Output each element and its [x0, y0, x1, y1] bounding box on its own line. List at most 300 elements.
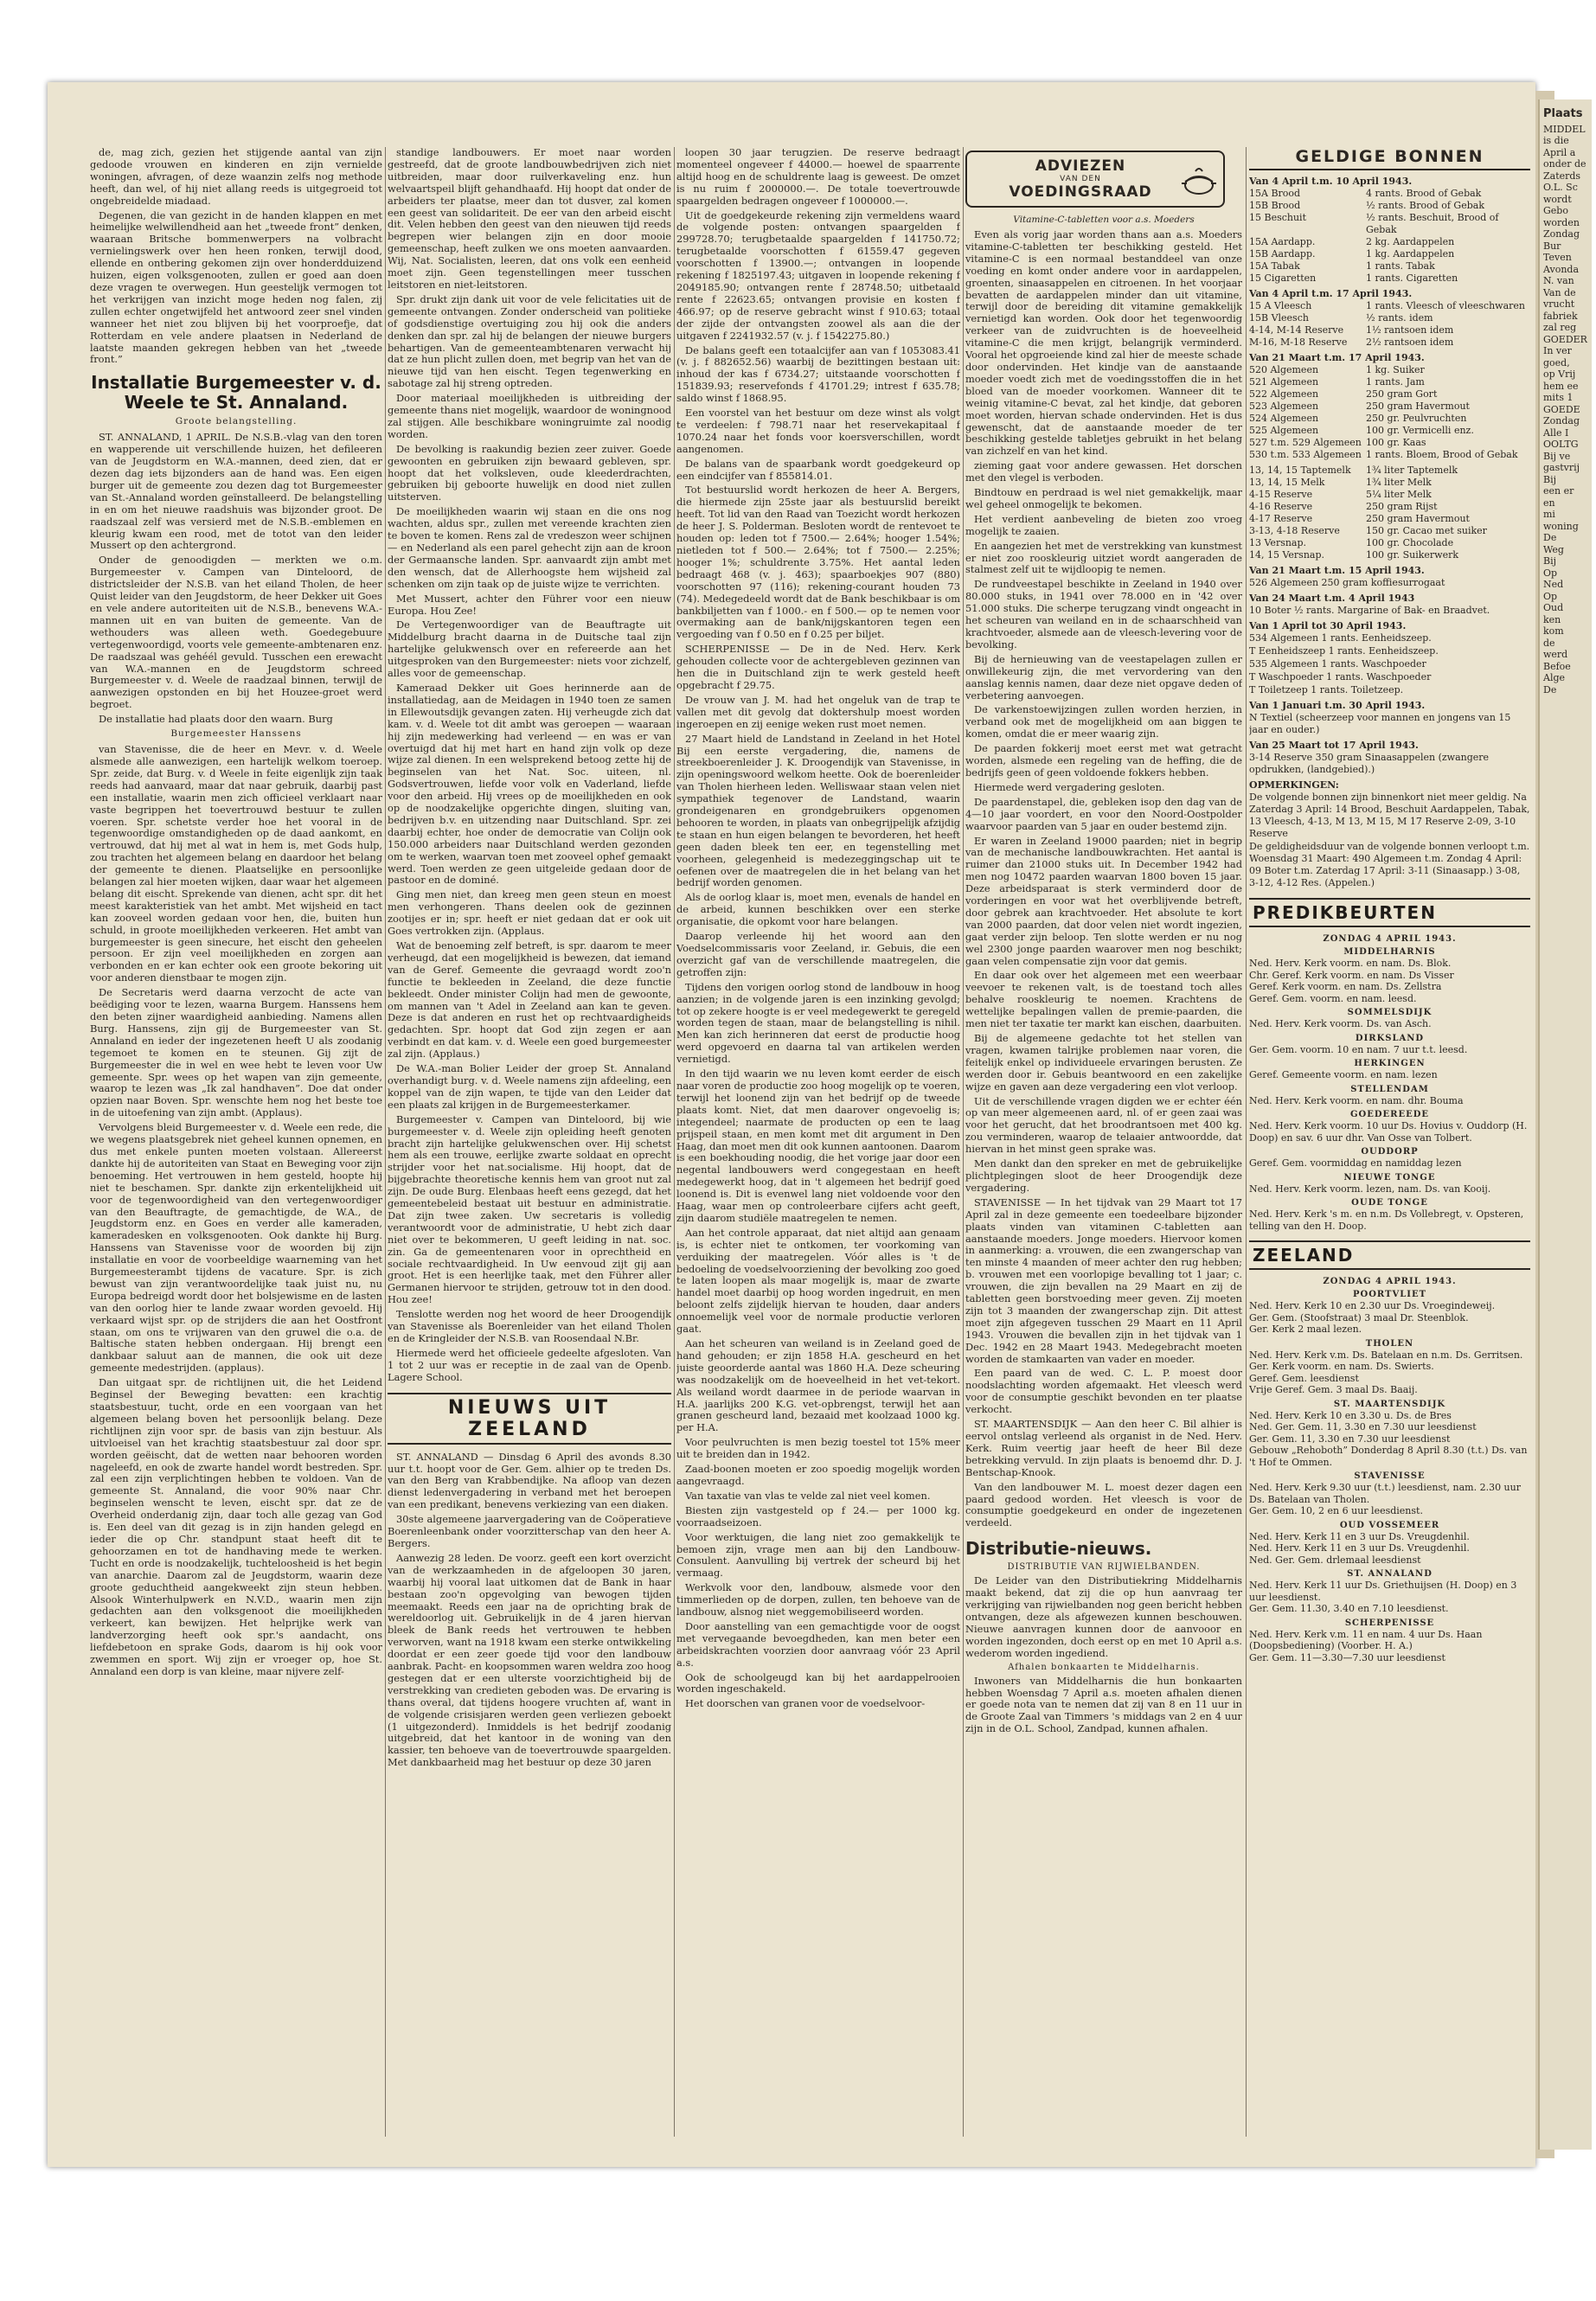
coupon-code: 4-16 Reserve: [1249, 501, 1313, 512]
service-item: Ned. Ger. Gem. 11, 3.30 en 7.30 uur leesdienst: [1249, 1421, 1477, 1433]
coupon-ration: ½ rants. idem: [1366, 312, 1433, 324]
coupon-note: De geldigheidsduur van de volgende bonnen verloopt t.m. Woensdag 31 Maart: 490 Algemeen t.m. Zondag 4 April: 09 Boter t.m. Zaterdag 17 April: 3-11 (Sinaasapp.) 3-08, 3-12, 4-12 Res. (Appelen.): [1249, 841, 1530, 888]
strip-line: Oud: [1543, 602, 1564, 613]
voedingsraad-logo: [965, 151, 1225, 208]
service-place: THOLEN: [1365, 1338, 1414, 1349]
coupon-note: T Toiletzeep 1 rants. Toiletzeep.: [1249, 684, 1404, 695]
article-paragraph: Uit de verschillende vragen digden we er echter één op van meer algemeenen aard, nl. of er geen zaai was voor het gerucht, dat het broodrantsoen met 400 kg. zou verminderen, waarop de telaaier antwoordde, dat hiervan in het minst geen sprake was.: [965, 1094, 1242, 1156]
service-item: Ned. Herv. Kerk 11 en 3 uur Ds. Vreugdenhil.: [1249, 1530, 1470, 1542]
article-paragraph: Hiermede werd vergadering gesloten.: [974, 780, 1165, 793]
article-paragraph: standige landbouwers. Er moet naar worden gestreefd, dat de groote landbouwbedrijven zich niet uitbreiden, maar door ruilverkaveling enz. hun welvaartspeil blijft gehandhaafd. Hij hoopt dat onder de arbeiders ter plaatse, meer dan tot dusver, zal komen een geest van solidariteit. De eer van den arbeid eischt dit. Velen hebben den geest van den nieuwen tijd reeds begrepen wier belangen zijn en door mooie gemeenschap, heeft zulken we ons moeten aanvaarden. Wij, Nat. Socialisten, leeren, dat ons volk een eenheid moet zijn. Geen tegenstellingen meer tusschen leitstoren en niet-leitstoren.: [388, 147, 671, 291]
strip-line: Op: [1543, 567, 1558, 579]
coupon-row: [1249, 537, 1530, 549]
strip-line: werd: [1543, 649, 1568, 660]
coupon-code: 15 A Vleesch: [1249, 300, 1312, 311]
coupon-row: [1249, 425, 1530, 437]
article-paragraph: Degenen, die van gezicht in de handen klappen en met heimelijke welwillendheid aan het „tweede front” denken, waaraan Britsche bommenwerpers na volbracht vernielingswerk over hen heen ronken, terwijl dood, ellende en ontbering gekomen zijn over honderdduizend huizen, eigen volksgenooten, zullen er goed aan doen deze vragen te overwegen. Hun geestelijk vermogen tot het verkrijgen van inzicht moge heden nog falen, zij zullen echter ongetwijfeld het antwoord zeer snel vinden wanneer het niet zou blijven bij het voorproefje, dat Rotterdam en vele andere plaatsen in Nederland de laatste maanden gekregen hebben van het „tweede front.”: [90, 208, 382, 366]
coupon-row: [1249, 248, 1530, 260]
service-place: OUD VOSSEMEER: [1339, 1520, 1440, 1530]
strip-line: kom: [1543, 625, 1564, 637]
coupon-note: N Textiel (scheerzeep voor mannen en jongens van 15 jaar en ouder.): [1249, 712, 1511, 735]
coupon-row: [1249, 376, 1530, 388]
strip-line: Alle I: [1543, 426, 1569, 439]
strip-line: Teven: [1543, 252, 1572, 263]
column-4: [965, 147, 1242, 2145]
service-item: Ned. Herv. Kerk voorm. Ds. van Asch.: [1249, 1018, 1432, 1029]
article-paragraph: Inwoners van Middelharnis die hun bonkaarten hebben Woensdag 7 April a.s. moeten afhalen dienen er goede nota van te nemen dat zij van 8 en 11 uur in de Groote Zaal van Timmers 's middags van 2 en 4 uur zijn in de O.L. School, Zandpad, kunnen afhalen.: [965, 1674, 1242, 1735]
article-paragraph: De Vertegenwoordiger van de Beauftragte uit Middelburg bracht daarna in de Duitsche taal zijn hartelijke gelukwensch over en refereerde aan het uitgesproken van den Burgemeester: niets voor zichzelf, alles voor de gemeenschap.: [388, 619, 671, 680]
service-place: STELLENDAM: [1350, 1084, 1429, 1094]
article-paragraph: De paarden fokkerij moet eerst met wat getracht worden, alsmede een regeling van de heffing, die de bedrijfs geen of geen voldoende fokkers hebben.: [965, 742, 1242, 779]
service-item: Geref. Gem. voorm. en nam. leesd.: [1249, 992, 1417, 1004]
strip-line: De: [1543, 683, 1557, 695]
coupon-code: 523 Algemeen: [1249, 401, 1319, 412]
coupon-ration: 1 rants. Tabak: [1366, 260, 1435, 272]
column-5: [1249, 147, 1530, 2145]
service-item: Ger. Gem. 11.30, 3.40 en 7.10 leesdienst.: [1249, 1603, 1449, 1614]
column-rule: [1246, 147, 1247, 2137]
coupon-code: 525 Algemeen: [1249, 425, 1319, 436]
strip-line: wordt: [1543, 193, 1572, 205]
article-paragraph: Tot bestuurslid wordt herkozen de heer A. Bergers, die hiermede zijn 25ste jaar als bestuurslid bereikt heeft. Tot lid van den Raad van Toezicht wordt herkozen de heer J. S. Polderman. Besloten wordt de rentevoet te houden op: leden tot f 7500.— 2.64%; hooger 1.54%; nietleden tot f 500.— 2.64%; tot f 7500.— 2.25%; hooger 1%; schuldrente 3.75%. Het aantal leden bedraagt 468 (v. j. 463); spaarboekjes 907 (880) voorschotten 97 (116); rekening-courant houden 73 (74). Medegedeeld wordt dat de Bank beschikbaar is om bankbiljetten van f 1000.- en f 500.— op te nemen voor overmaking aan de bank/nijgskantoren tegen een vergoeding van f 0.50 en f 0.25 per biljet.: [676, 484, 960, 641]
coupon-period: Van 21 Maart t.m. 15 April 1943.: [1249, 565, 1425, 576]
article-paragraph: Hiermede werd het officieele gedeelte afgesloten. Van 1 tot 2 uur was er receptie in de zaal van de Openb. Lagere School.: [388, 1346, 671, 1383]
article-paragraph: van Stavenisse, die de heer en Mevr. v. d. Weele alsmede alle aanwezigen, een hartelijk welkom toeroep. Spr. zeide, dat Burg. v. d Weele in feite eigenlijk zijn taak reeds had aanvaard, maar dat naar gebruik, daarbij past een installatie, waarin men zich officieel verklaart naar vaste begrippen het toevertrouwd bestuur te zullen voeren. Spr. schetste verder hoe het vooral in de tegenwoordige omstandigheden op de daad aankomt, en vertrouwd, dat hij met al wat in hem is, met Gods hulp, zou trachten het algemeen belang en daardoor het belang der gemeente te dienen. Plaatselijke en persoonlijke belangen zal hier moeten wijken, daar waar het algemeen belang dit eischt. Sprekende van dienen, acht spr. dit het meest karakteristiek van het ambt. Met wijsheid en tact kan zooveel worden gedaan voor hen, die, buiten hun schuld, in groote moeilijkheden verkeeren. Het ambt van burgemeester is geen sinecure, het eischt den geheelen persoon. Er zijn veel moeilijkheden en zorgen aan verbonden en er kan echter ook een groote bekoring uit voor anderen dienstbaar te mogen zijn.: [90, 743, 382, 984]
article-paragraph: Tijdens den vorigen oorlog stond de landbouw in hoog aanzien; in de volgende jaren is een inzinking gevolgd; tot op zekere hoogte is er veel medegewerkt te geregeld worden tegen de staan, maar de belangstelling is nihil. Men kan zich herinneren dat eerst de productie hoog werd opgevoerd en daarna tal van artikelen werden vernietigd.: [676, 980, 960, 1066]
coupon-code: 522 Algemeen: [1249, 388, 1319, 400]
service-item: Ger. Gem. 10, 2 en 6 uur leesdienst.: [1249, 1505, 1423, 1516]
coupon-code: 14, 15 Versnap.: [1249, 549, 1325, 561]
service-place: POORTVLIET: [1352, 1290, 1427, 1299]
article-paragraph: Uit de goedgekeurde rekening zijn vermeldens waard de volgende posten: ontvangen spaargelden f 299728.70; terugbetaalde spaargelden f 141750.72; terugbetaalde voorschotten f 61559.47 gegeven voorschotten f 13900.—; ontvangen in loopende rekening f 1825197.43; uitgaven in loopende rekening f 2049185.90; ontvangen rente f 28748.50; uitbetaald rente f 22623.65; ontvangen provisie en kosten f 466.97; op de reserve gebracht winst f 910.63; totaal der zijde der ontvangsten zoowel als aan die der uitgaven f 2241932.57 (v. j. f 1542275.80.): [676, 208, 960, 342]
article-subhead: Burgemeester Hanssens: [170, 728, 302, 740]
coupon-notes: [1249, 632, 1530, 696]
service-place: SCHERPENISSE: [1344, 1618, 1435, 1628]
coupon-code: 15A Aardapp.: [1249, 236, 1316, 247]
article-paragraph: De Secretaris werd daarna verzocht de acte van beëdiging voor te lezen, waarna Burgem. Hanssens hem den beten zijner waardigheid aanbieding. Namens allen Burg. Hanssens, zijn gij de Burgemeester van St. Annaland en ieder der ingezetenen heeft U als zoodanig tegemoet te komen en te steunen. Gij zijt de Burgemeester die in wel en wee hebt te leven voor Uw gemeente. Spr. wees op het wapen van zijn gemeente, waarop te lezen was „Ik zal handhaven”. Doe dat onder opzien naar Boven. Spr. wenschte hem nog het beste toe in de uitoefening van zijn ambt. (Applaus).: [90, 986, 382, 1119]
strip-line: Bur: [1543, 240, 1561, 252]
strip-line: O.L. Sc: [1543, 182, 1578, 193]
strip-line: op Vrij: [1543, 369, 1576, 380]
coupon-row: [1249, 364, 1530, 376]
service-item: Ger. Gem. (Stoofstraat) 3 maal Dr. Steenblok.: [1249, 1311, 1469, 1324]
article-title: Vitamine-C-tabletten voor a.s. Moeders: [1013, 215, 1195, 225]
article-paragraph: Voor werktuigen, die lang niet zoo gemakkelijk te bemoen zijn, vrage men aan bij den Landbouw-Consulent. Aanvulling bij vertrek der scheurd bij het vermaag.: [676, 1530, 960, 1580]
article-paragraph: Burgemeester v. Campen van Dinteloord, bij wie burgemeester v. d. Weele zijn opleiding heeft genoten bracht zijn hartelijke gelukwenschen over. Hij schetst hem als een trouwe, eerlijke zwarte soldaat en oprecht strijder voor het nat.socialisme. Hij hoopt, dat de bijgebrachte theoretische kennis hem van groot nut zal zijn. De oude Burg. Elenbaas heeft eens gezegd, dat het gemeentebeleid bestaat uit bestuur en administratie. Dat zijn twee zaken. Uw secretaris is volledig verantwoordt voor de administratie, U hebt zich daar niet over te bekommeren, U geeft leiding in nat. soc. zin. Ga de gemeentenaren voor in oprechtheid en sociale rechtvaardigheid. In Uw eenvoud zijt gij aan groot. Het is een heerlijke taak, met den Führer aller Germanen hiervoor te strijden, getrouw tot in den dood. Hou zee!: [388, 1112, 671, 1306]
strip-line: Weg: [1543, 543, 1564, 555]
strip-line: mi: [1543, 509, 1555, 520]
service-item: Geref. Gemeente voorm. en nam. lezen: [1249, 1069, 1438, 1080]
strip-line: vrucht: [1543, 298, 1575, 310]
strip-heading: Plaats: [1543, 107, 1583, 120]
article-paragraph: En aangezien het met de verstrekking van kunstmest er niet zoo rooskleurig uitziet wordt aangeraden de stalmest zelf uit te wijdloopig te nemen.: [965, 539, 1242, 576]
strip-line: April a: [1543, 146, 1576, 158]
strip-line: zal reg: [1543, 322, 1577, 333]
coupon-code: 15 Beschuit: [1249, 212, 1306, 223]
article-paragraph: Voor peulvruchten is men bezig toestel tot 15% meer uit te breiden dan in 1942.: [676, 1436, 960, 1461]
article-subhead: DISTRIBUTIE VAN RIJWIELBANDEN.: [1007, 1562, 1201, 1573]
article-paragraph: En daar ook over het algemeen met een weerbaar veevoer te rekenen valt, is de toestand toch alles behalve rooskleurig te noemen. Krachtens de wettelijke bepalingen vallen de premie-paarden, die men niet ter taxatie ter markt kan eischen, daarbuiten.: [965, 969, 1242, 1030]
article-paragraph: De moeilijkheden waarin wij staan en die ons nog wachten, aldus spr., zullen met vereende krachten zien te boven te komen. Rens zal de vredeszon weer schijnen — en Nederland als een parel gehecht zijn aan de kroon der Germaansche landen. Spr. aanvaardt zijn ambt met den wensch, dat de Allerhoogste hem wijsheid zal schenken om zijn taak op de juiste wijze te verrichten.: [388, 505, 671, 590]
service-item: Ger. Gem. voorm. 10 en nam. 7 uur t.t. leesd.: [1249, 1043, 1468, 1055]
strip-line: Ned: [1543, 579, 1564, 590]
coupon-code: 524 Algemeen: [1249, 413, 1319, 424]
service-place: OUDDORP: [1361, 1147, 1419, 1157]
coupon-ration: 250 gr. Peulvruchten: [1366, 413, 1467, 424]
coupon-code: 521 Algemeen: [1249, 376, 1319, 388]
article-paragraph: Met Mussert, achter den Führer voor een nieuw Europa. Hou Zee!: [388, 592, 671, 617]
service-place: STAVENISSE: [1354, 1471, 1426, 1481]
coupon-row: [1249, 388, 1530, 401]
article-paragraph: Het verdient aanbeveling de bieten zoo vroeg mogelijk te zaaien.: [965, 512, 1242, 537]
coupon-row: [1249, 501, 1530, 513]
service-item: Geref. Kerk voorm. en nam. Ds. Zellstra: [1249, 981, 1442, 992]
coupon-code: 4-15 Reserve: [1249, 489, 1313, 500]
coupon-note: T Eenheidszeep 1 rants. Eenheidszeep.: [1249, 645, 1439, 657]
coupon-row: [1249, 236, 1530, 248]
strip-line: Op: [1543, 590, 1558, 602]
service-place: HERKINGEN: [1354, 1059, 1426, 1068]
coupon-period: Van 1 Januari t.m. 30 April 1943.: [1249, 700, 1426, 711]
service-item: Ned. Herv. Kerk v.m. Ds. Batelaan en n.m. Ds. Gerritsen.: [1249, 1349, 1523, 1361]
coupon-table: [1249, 465, 1530, 561]
coupon-table: [1249, 300, 1530, 349]
service-item: Ned. Herv. Kerk 's m. en n.m. Ds Vollebregt, v. Opsteren, telling van den H. Doop.: [1249, 1208, 1524, 1232]
service-item: Ger. Gem. 11—3.30—7.30 uur leesdienst: [1249, 1651, 1445, 1663]
service-item: Ned. Herv. Kerk 11 en 3 uur Ds. Vreugdenhil.: [1249, 1542, 1470, 1554]
coupon-ration: 250 gram Havermout: [1366, 513, 1470, 524]
article-paragraph: Van den landbouwer M. L. moest dezer dagen een paard gedood worden. Het vleesch is voor de consumptie goedgekeurd en onder de ingezetenen verdeeld.: [965, 1480, 1242, 1529]
service-item: Chr. Geref. Kerk voorm. en nam. Ds Visser: [1249, 969, 1454, 981]
article-paragraph: Dan uitgaat spr. de richtlijnen uit, die het Leidend Beginsel der Beweging bevatten: een krachtig staatsbestuur, tucht, orde en een voorgaan van het algemeen belang boven het persoonlijk belang. Deze richtlijnen zijn voor spr. de basis van zijn bestuur. Als uitvloeisel van het krachtig staatsbestuur zal door spr. worden geëischt, dat de wetten naar behooren worden nageleefd, en ook de zwarte handel wordt bestreden. Spr. zal een zijn verplichtingen hebben te voldoen. Van de gemeente St. Annaland, die voor 90% naar Chr. beginselen wenscht te leven, eischt spr. dat ze de Overheid onderdanig zijn, daar toch alle gezag van God is. Een deel van dit gezag is in zijn handen gelegd en ieder die op Chr. standpunt staat heeft dit te gehoorzamen en tot de handhaving mede te werken. Tucht en orde is noodzakelijk, tuchteloosheid is het begin van anarchie. Daarom zal de Jeugdstorm, waarin deze groote geduchtheid aangekweekt zijn steun hebben. Alsook Winterhulpwerk en N.V.D., waarin men zijn gedachten aan den volksgenoot die moeilijkheden verkeert, kan bewijzen. Het helprijke werk van landverzorging heeft ook spr.'s aandacht, ons liefdebetoon en sprake Gods, daarom is hij ook voor zwemmen en sport. Wij zijn er vroeger op, hoe St. Annaland een dorp is van kleine, maar nijvere zelf-: [90, 1376, 382, 1677]
coupon-ration: 150 gr. Cacao met suiker: [1366, 525, 1487, 536]
coupon-note: T Waschpoeder 1 rants. Waschpoeder: [1249, 671, 1432, 683]
article-paragraph: Men dankt dan den spreker en met de gebruikelijke plichtplegingen sloot de heer Droogendijk deze vergadering.: [965, 1157, 1242, 1194]
coupon-row: [1249, 260, 1530, 272]
article-paragraph: De installatie had plaats door den waarn. Burg: [99, 713, 333, 726]
coupon-row: [1249, 212, 1530, 236]
coupon-note: 534 Algemeen 1 rants. Eenheidszeep.: [1249, 632, 1432, 644]
section-heading-geldige-bonnen: GELDIGE BONNEN: [1249, 147, 1530, 170]
article-paragraph: In den tijd waarin we nu leven komt eerder de eisch naar voren de productie zoo hoog mogelijk op te voeren, terwijl het loonend zijn van het bedrijf op de tweede plaats komt. Niet, dat men daarover ongevoelig is; integendeel; naarmate de producten op een te laag prijspeil staan, en men komt met dit argument in Den Haag, dan moet men dit ook kunnen aantoonen. Daarom is een boekhouding noodig, die het vorige jaar door een negental landbouwers werd congegestaan en heeft medegewerkt hoog, dat in 't algemeen het bedrijf goed loonend is. Dit is evenwel lang niet voldoende voor den Haag, waar men op controleerbare cijfers acht geeft, zijn daarom studiële maatregelen te nemen.: [676, 1067, 960, 1224]
article-paragraph: Aan het scheuren van weiland is in Zeeland goed de hand gehouden; er zijn 1858 H.A. gescheurd en het juiste geoorderde aantal was 1860 H.A. Deze scheuring was noodzakelijk om de hoeveelheid in het vet-tekort. Als weiland wordt daarmee in de periode waarvan in H.A. jaarlijks 200 K.G. vet-opbrengst, terwijl het aan granen gescheurd land, bezaaid met koolzaad 1000 kg. per H.A.: [676, 1337, 960, 1434]
strip-line: Bij: [1543, 555, 1557, 567]
article-paragraph: 27 Maart hield de Landstand in Zeeland in het Hotel Bij een eerste vergadering, die, namens de streekboerenleider J. K. Droogendijk van Stavenisse, in zijn openingswoord welkom heette. Ook de boerenleider van Tholen hierheen leden. Welliswaar staan velen niet sympathiek tegenover de Landstand, waarin grondeigenaren en grondgebruikers opgenomen behooren te worden, in plaats van onbegrijpelijk afzijdig te staan en hun eigen belangen te bevorderen, het heeft geen daden bleek ten eer, en tegenstelling met voorheen, gelegenheid is medezeggingschap uit te oefenen over de maatregelen die in het belang van het bedrijf worden genomen.: [676, 732, 960, 889]
service-place: GOEDEREEDE: [1349, 1110, 1429, 1119]
service-place: SOMMELSDIJK: [1347, 1008, 1433, 1017]
coupon-code: 520 Algemeen: [1249, 364, 1319, 375]
article-paragraph: De vrouw van J. M. had het ongeluk van de trap te vallen met dit gevolg dat doktershulp moest worden ingeroepen en zij eenige weken rust moet nemen.: [676, 693, 960, 730]
article-paragraph: Door aanstelling van een gemachtigde voor de oogst met vervegaande bevoegdheden, kan men beter een arbeidskrachten voorzien door aanvraag vóór 23 April a.s.: [676, 1619, 960, 1669]
article-paragraph: Onder de genoodigden — merkten we o.m. Burgemeester v. Campen van Dinteloord, de districtsleider der N.S.B. van het eiland Tholen, de heer Quist leider van den Jeugdstorm, de heer Dekker uit Goes en vele andere autoriteiten uit de N.S.B., benevens W.A.-mannen uit en van buiten de gemeente. Van de wethouders was alleen weth. Goedegebuure vertegenwoordigd, voorts vele gemeente-ambtenaren enz. De raadszaal was gehéél gevuld. Tusschen een erewacht van W.A.-mannen en de Jeugdstorm schreed Burgemeester v. d. Weele de raadzaal binnen, terwijl de aanwezigen opstonden en bij het Houzee-groet werd begroet.: [90, 554, 382, 711]
article-headline: Installatie Burgemeester v. d. Weele te St. Annaland.: [91, 372, 381, 413]
coupon-ration: 1¾ liter Taptemelk: [1366, 465, 1458, 476]
service-item: Ger. Gem. 11, 3.30 en 7.30 uur leesdienst: [1249, 1433, 1451, 1445]
strip-line: MIDDEL: [1543, 123, 1586, 135]
coupon-row: [1249, 324, 1530, 336]
strip-line: woning: [1543, 520, 1579, 532]
coupon-table: [1249, 364, 1530, 461]
article-paragraph: zieming gaat voor andere gewassen. Het dorschen met den vlegel is verboden.: [965, 459, 1242, 484]
article-paragraph: Kameraad Dekker uit Goes herinnerde aan de installatiedag, aan de Meidagen in 1940 toen ze samen in Ellewoutsdijk gevangen zaten. Hij verheugde zich dat kam. v. d. Weele tot dit ambt was geroepen — waaraan hij zijn medewerking had verleend — en was er van overtuigd dat hij met hart en hand zijn volk op deze wijze zal dienen. In een welsprekend betoog zette hij de beginselen van het Nat. Soc. uiteen, nl. Godsvertrouwen, liefde voor volk en Vaderland, liefde voor den arbeid. Hij vrees op de moeilijkheden en ook op de noodzakelijke opgerichte dingen, sluiting van, bedrijven b.v. en uitzending naar Duitschland. Spr. zei daarbij echter, hoe onder de democratie van Colijn ook 150.000 arbeiders naar Duitschland werden gezonden om te werken, waarvan toen met zooveel ophef gemaakt werd. Toen werden ze geen uitgeleide gedaan door de pastoor en de dominé.: [388, 681, 671, 887]
article-paragraph: Wat de benoeming zelf betreft, is spr. daarom te meer verheugd, dat een mogelijkheid is bewezen, dat iemand van de Geref. Gemeente die gevraagd wordt zoo'n functie te bekleeden in Zeeland, die deze functie bekleedt. Onder minister Colijn had men de gewoonte, om mannen van 't Adel in Zeeland aan kan te geven. Deze is dat anderen en rust het op rechtvaardigheids gedachten. Spr. hoopt dat God zijn zegen er aan verbindt en dat kam. v. d. Weele een goed burgemeester zal zijn. (Applaus.): [388, 939, 671, 1061]
strip-line: Zondag: [1543, 228, 1580, 240]
coupon-note: 535 Algemeen 1 rants. Waschpoeder: [1249, 658, 1426, 670]
section-heading-distributie: Distributie-nieuws.: [965, 1538, 1152, 1560]
article-paragraph: Spr. drukt zijn dank uit voor de vele felicitaties uit de gemeente ontvangen. Zonder onderscheid van politieke of godsdienstige overtuiging zou hij ook die anders denken dan spr. zal hij de belangen der nieuwe burgers behartigen. Van de gemeenteambtenaren verwacht hij dat ze hun plicht zullen doen, met begrip van het van de nieuwe tijd van hen eischt. Tegen tegenwerking en sabotage zal hij streng optreden.: [388, 292, 671, 390]
strip-line: OOLTG: [1543, 439, 1579, 450]
column-1: [90, 147, 382, 2145]
strip-line: GOEDE: [1543, 403, 1580, 415]
article-paragraph: Het doorschen van granen voor de voedselvoor-: [685, 1697, 926, 1710]
service-item: Vrije Geref. Gem. 3 maal Ds. Baaij.: [1249, 1384, 1418, 1395]
article-paragraph: Ook de schoolgeugd kan bij het aardappelrooien worden ingeschakeld.: [676, 1670, 960, 1695]
coupon-period: Van 21 Maart t.m. 17 April 1943.: [1249, 352, 1425, 363]
service-item: Ned. Herv. Kerk 11 uur Ds. Griethuijsen (H. Doop) en 3 uur leesdienst.: [1249, 1580, 1517, 1603]
service-item: Ned. Ger. Gem. drlemaal leesdienst: [1249, 1554, 1421, 1566]
cooking-pot-icon: [1180, 164, 1218, 199]
strip-line: Van de: [1543, 286, 1576, 298]
coupon-code: 530 t.m. 533 Algemeen: [1249, 449, 1362, 460]
article-paragraph: STAVENISSE — In het tijdvak van 29 Maart tot 17 April zal in deze gemeente een toedeelbare bijzonder plaats vinden van vitaminen C-tabletten aan aanstaande moeders. Jonge moeders. Hiervoor komen in aanmerking: a. vrouwen, die een zwangerschap van ten minste 4 maanden of meer achter den rug hebben; b. vrouwen met een voorlopige bevalling tot 1 jaar; c. vrouwen, die zijn bevallen na 29 Maart en zij de tabletten geen borstvoeding meer geven. Zij moeten zijn tot 3 maanden der zwangerschap zijn. Dit attest moet zijn afgegeven tusschen 29 Maart en 11 April 1943. Vrouwen die bevallen zijn in het tijdvak van 1 Dec. 1942 en 28 Maart 1943. Medegebracht moeten worden de stamkaarten van vader en moeder.: [965, 1195, 1242, 1365]
coupon-remarks-heading: OPMERKINGEN:: [1249, 779, 1339, 791]
section-heading-zeeland: ZEELAND: [1249, 1240, 1530, 1270]
strip-line: gastvrij: [1543, 462, 1580, 473]
coupon-row: [1249, 449, 1530, 461]
article-paragraph: 30ste algemeene jaarvergadering van de Coöperatieve Boerenleenbank onder voorzitterschap van den heer A. Bergers.: [388, 1513, 671, 1549]
coupon-code: 15B Vleesch: [1249, 312, 1309, 324]
strip-line: De: [1543, 532, 1557, 543]
column-rule: [963, 147, 964, 2137]
section-heading-predikbeurten: PREDIKBEURTEN: [1249, 898, 1530, 927]
service-item: Ned. Herv. Kerk 9.30 uur (t.t.) leesdienst, nam. 2.30 uur Ds. Batelaan van Tholen.: [1249, 1482, 1521, 1505]
coupon-table: [1249, 188, 1530, 285]
article-paragraph: De paardenstapel, die, gebleken isop den dag van de 4—10 jaar voordert, en voor den Noord-Oostpolder waarvoor paarden van 5 jaar en ouder bestemd zijn.: [965, 795, 1242, 832]
article-paragraph: De balans geeft een totaalcijfer aan van f 1053083.41 (v. j. f 882652.56) waarbij de bezittingen bestaan uit: inhoud der kas f 6734.27; uitstaande voorschotten f 151839.93; reservefonds f 41701.29; intrest f 635.78; saldo winst f 1868.95.: [676, 343, 960, 405]
column-rule: [674, 147, 675, 2137]
coupon-row: [1249, 413, 1530, 425]
coupon-row: [1249, 300, 1530, 312]
strip-line: GOEDER: [1543, 333, 1587, 345]
strip-line: Bij: [1543, 473, 1557, 485]
article-paragraph: De W.A.-man Bolier Leider der groep St. Annaland overhandigt burg. v. d. Weele namens zijn afdeeling, een koppel van de zijn wapen, te tijde van den Leider dat een plaats zal krijgen in de Burgemeesterkamer.: [388, 1062, 671, 1111]
article-paragraph: Aanwezig 28 leden. De voorz. geeft een kort overzicht van de werkzaamheden in de afgeloopen 30 jaren, waarbij hij vooral laat uitkomen dat de Bank in haar bestaan zoo'n opgevolging van bewogen tijden meemaakt. Reeds een jaar na de oprichting brak de wereldoorlog uit. Gebruikelijk in de 4 jaren hiervan bleek de Bank reeds het vertrouwen te hebben verworven, want na 1918 kwam een sterke ontwikkeling doordat er een zeer goede tijd voor den landbouw aanbrak. Pacht- en koopsommen waren weldra zoo hoog gestegen dat er een ulterste voorzichtigheid bij de verstrekking van credieten geboden was. De ervaring is thans overal, dat tijdens hoogere vruchten af, want in de volgende crisisjaren werden geen verliezen geboekt (1 uitgezonderd). Inmiddels is het bedrijf zoodanig uitgebreid, dat het kantoor in de woning van den kassier, ten behoeve van de toevertrouwde spaargelden. Met dankbaarheid mag het bestuur op deze 30 jaren: [388, 1551, 671, 1769]
coupon-row: [1249, 437, 1530, 449]
article-paragraph: ST. MAARTENSDIJK — Aan den heer C. Bil alhier is eervol ontslag verleend als organist in de Ned. Herv. Kerk. Ruim veertig jaar heeft de heer Bil deze betrekking vervuld. In zijn plaats is benoemd dhr. D. J. Bentschap-Knook.: [965, 1418, 1242, 1478]
coupon-ration: 100 gr. Suikerwerk: [1366, 549, 1458, 561]
article-paragraph: Bij de hernieuwing van de veestapelagen zullen er onwillekeurig zijn, die met vervordering van den aanslag kennis namen, daar deze niet opgave deden of verbetering aanvoegen.: [965, 652, 1242, 702]
article-paragraph: Als de oorlog klaar is, moet men, evenals de handel en de arbeid, kunnen beschikken over een sterke organisatie, die opkomt voor hare belangen.: [676, 891, 960, 928]
article-paragraph: loopen 30 jaar terugzien. De reserve bedraagt momenteel ongeveer f 44000.— hoewel de spaarrente altijd hoog en de schuldrente laag is geweest. De omzet is nu ruim f 2000000.—. De totale toevertrouwde spaargelden bedragen ongeveer f 1000000.—.: [676, 147, 960, 207]
coupon-ration: 1½ rantsoen idem: [1366, 324, 1454, 336]
service-item: Ned. Herv. Kerk 10 en 2.30 uur Ds. Vroegindeweij.: [1249, 1300, 1496, 1311]
church-services-list: [1249, 947, 1530, 1232]
service-item: Gebouw „Rehoboth” Donderdag 8 April 8.30 (t.t.) Ds. van 't Hof te Ommen.: [1249, 1445, 1528, 1468]
strip-line: worden: [1543, 216, 1580, 228]
article-paragraph: ST. ANNALAND — Dinsdag 6 April des avonds 8.30 uur t.t. hoopt voor de Ger. Gem. alhier op te treden Ds. van den Berg van Krabbendijke. Na afloop van dezen dienst ledenvergadering in verband met het beroepen van een predikant, benevens verkiezing van een diaken.: [388, 1450, 671, 1511]
coupon-ration: 100 gr. Vermicelli enz.: [1366, 425, 1474, 436]
article-paragraph: ST. ANNALAND, 1 APRIL. De N.S.B.-vlag van den toren en wapperende uit verschillende huizen, het defileeren van de Jeugdstorm en W.A.-mannen, deed zien, dat er dezen dag iets bijzonders aan de hand was. Een eigen burger uit de gemeente zou dezen dag tot Burgemeester van St.-Annaland worden geïnstalleerd. De belangstelling in en om het nieuwe raadshuis was bijzonder groot. De raadszaal zelf was versierd met de N.S.B.-emblemen en kleurig kwam een rood, met de totot van den leider Mussert op den achtergrond.: [90, 431, 382, 552]
coupon-period: Van 4 April t.m. 10 April 1943.: [1249, 176, 1413, 187]
coupon-period: Van 4 April t.m. 17 April 1943.: [1249, 288, 1413, 299]
service-date: ZONDAG 4 APRIL 1943.: [1323, 934, 1457, 944]
coupon-ration: 2½ rantsoen idem: [1366, 336, 1454, 348]
strip-line: Bij ve: [1543, 450, 1571, 462]
article-paragraph: Ging men niet, dan kreeg men geen steun en moest men verhongeren. Thans deelen ook de gezinnen zootijes er in; spr. heeft er niet gedaan dat er ook uit Goes vertrokken zijn. (Applaus.: [388, 888, 671, 938]
coupon-ration: 250 gram Havermout: [1366, 401, 1470, 412]
coupon-ration: ½ rants. Beschuit, Brood of Gebak: [1366, 212, 1499, 235]
service-item: Geref. Gem. voormiddag en namiddag lezen: [1249, 1157, 1462, 1169]
coupon-ration: 250 gram Rijst: [1366, 501, 1438, 512]
coupon-code: 13, 14, 15 Taptemelk: [1249, 465, 1351, 476]
service-item: Ned. Herv. Kerk voorm. en nam. dhr. Bouma: [1249, 1094, 1464, 1106]
article-subhead: Afhalen bonkaarten te Middelharnis.: [1008, 1662, 1200, 1672]
coupon-code: 13, 14, 15 Melk: [1249, 477, 1325, 488]
strip-text: [1543, 124, 1588, 696]
strip-line: de: [1543, 637, 1555, 649]
coupon-note: 526 Algemeen 250 gram koffiesurrogaat: [1249, 577, 1445, 588]
strip-line: goed,: [1543, 356, 1570, 369]
logo-text: VOEDINGSRAAD: [1009, 183, 1152, 201]
service-place: MIDDELHARNIS: [1343, 947, 1436, 957]
coupon-row: [1249, 312, 1530, 324]
coupon-ration: 2 kg. Aardappelen: [1366, 236, 1455, 247]
service-item: Ned. Herv. Kerk voorm. lezen, nam. Ds. van Kooij.: [1249, 1183, 1491, 1195]
coupon-code: 527 t.m. 529 Algemeen: [1249, 437, 1362, 448]
strip-line: een er: [1543, 485, 1574, 497]
logo-text: VAN DEN: [1060, 175, 1101, 183]
logo-text: ADVIEZEN: [1035, 157, 1126, 175]
strip-line: hem ee: [1543, 380, 1579, 392]
strip-line: Befoe: [1543, 660, 1571, 672]
article-paragraph: De bevolking is raakundig bezien zeer zuiver. Goede gewoonten en gebruiken zijn bewaard gebleven, spr. hoopt dat het volksleven, oude kleederdrachten, gebruiken bij geboorte huwelijk en dood niet zullen uitsterven.: [388, 442, 671, 503]
coupon-code: M-16, M-18 Reserve: [1249, 336, 1348, 348]
article-paragraph: De balans van de spaarbank wordt goedgekeurd op een eindcijfer van f 855814.01.: [676, 457, 960, 482]
coupon-ration: 100 gr. Kaas: [1366, 437, 1426, 448]
coupon-row: [1249, 465, 1530, 477]
coupon-ration: 1 rants. Cigaretten: [1366, 272, 1458, 284]
article-paragraph: Vervolgens bleid Burgemeester v. d. Weele een rede, die we wegens plaatsgebrek niet geheel kunnen opnemen, en dus met enkele punten moeten volstaan. Allereerst dankte hij de autoriteiten van Staat en Beweging voor zijn benoeming. Het vertrouwen in hem gesteld, hoopte hij niet te beschamen. Spr. dankte zijn erkentelijkheid uit voor de tegenwoordigheid van den vertegenwoordiger van den Beauftragte, de gemachtigde, de W.A., de Jeugdstorm enz. en Goes en verder alle kameraden, kameradesken en volksgenooten. Ook dankte hij Burg. Hanssens van Stavenisse voor de woorden bij zijn installatie en voor de voorbeeldige waarneming van het Burgemeesterambt tijdens de vacature. Spr. is zich bewust van zijn verantwoordelijke taak juist nu, nu Europa bedreigd wordt door het bolsjewisme en de lasten van den oorlog hier te lande zwaar worden gevoeld. Hij verkaard wijst spr. op de strijders die aan het Oostfront staan, om ons te vrijwaren van den gruwel die o.a. de Baltische staten hebben ondergaan. Hij brengt een dankbaar saluut aan de mannen, die ook uit deze gemeente medestrijden. (applaus).: [90, 1121, 382, 1375]
column-rule: [385, 147, 386, 2137]
strip-line: Avonda: [1543, 263, 1580, 275]
coupon-row: [1249, 272, 1530, 285]
coupon-row: [1249, 513, 1530, 525]
coupon-code: 13 Versnap.: [1249, 537, 1307, 548]
article-paragraph: De varkenstoewijzingen zullen worden herzien, in verband ook met de mogelijkheid om aan biggen te komen, omdat die er meer waarig zijn.: [965, 703, 1242, 740]
service-place: ST. ANNALAND: [1347, 1569, 1433, 1579]
coupon-ration: 100 gr. Chocolade: [1366, 537, 1454, 548]
column-2: [388, 147, 671, 2145]
coupon-ration: 1 rants. Jam: [1366, 376, 1425, 388]
article-paragraph: Even als vorig jaar worden thans aan a.s. Moeders vitamine-C-tabletten ter beschikking gesteld. Het vitamine-C is een normaal bestanddeel van onze voeding en komt onder andere voor in aardappelen, groenten, sinaasappelen en citroenen. In het voorjaar bevatten de aardappelen minder dan uit vitamine, terwijl door de bereiding dit vitamine gemakkelijk vernietigd kan worden. Ook door het tegenwoordig verkeer van de zuidvruchten is de hoeveelheid vitamine-C die men krijgt, belangrijk verminderd. Vooral het opgroeiende kind zal hier de meeste schade door ondervinden. Het kindje van de aanstaande moeder voedt zich met de voedingsstoffen die in het bloed van de moeder voorkomen. Wanneer dit te weinig vitamine-C bevat, zal het kindje, dat geboren moet worden, hiervan schade ondervinden. Het is dus gewenscht, dat de aanstaande moeder de ter beschikking gestelde tabletjes gebruikt in het belang van zichzelf en van het kind.: [965, 228, 1242, 458]
next-page-strip: [1538, 99, 1592, 2150]
coupon-ration: 1 rants. Vleesch of vleeschwaren: [1366, 300, 1525, 311]
coupon-ration: 5¼ liter Melk: [1366, 489, 1432, 500]
coupon-code: 4-17 Reserve: [1249, 513, 1313, 524]
coupon-row: [1249, 188, 1530, 200]
coupon-row: [1249, 549, 1530, 561]
coupon-code: 15A Tabak: [1249, 260, 1300, 272]
service-item: Ned. Herv. Kerk voorm. en nam. Ds. Blok.: [1249, 958, 1452, 969]
coupon-row: [1249, 525, 1530, 537]
coupon-code: 4-14, M-14 Reserve: [1249, 324, 1344, 336]
coupon-note: 3-14 Reserve 350 gram Sinaasappelen (zwangere opdrukken, (landgebied).): [1249, 752, 1490, 775]
coupon-ration: ½ rants. Brood of Gebak: [1366, 200, 1484, 211]
strip-line: Zaterds: [1543, 170, 1581, 182]
strip-line: en: [1543, 497, 1555, 509]
article-paragraph: Bij de algemeene gedachte tot het stellen van vragen, kwamen talrijke problemen naar voren, die feitelijk enkel op individueele ervaringen berusten. Ze werden door ir. Gebuis beantwoord en een zakelijke wijze en gaven aan deze vergadering een vlot verloop.: [965, 1032, 1242, 1093]
article-paragraph: De Leider van den Distributiekring Middelharnis maakt bekend, dat zij die op hun aanvraag ter verkrijging van rijwielbanden nog geen bericht hebben ontvangen, deze als afgewezen kunnen beschouwen. Nieuwe aanvragen kunnen door de aanvooor en worden ingezonden, doch eerst op en met 10 April a.s. wederom worden ingediend.: [965, 1574, 1242, 1659]
service-place: DIRKSLAND: [1355, 1033, 1425, 1043]
coupon-ration: 250 gram Gort: [1366, 388, 1438, 400]
service-item: Ned. Herv. Kerk voorm. 10 uur Ds. Hovius v. Ouddorp (H. Doop) en sav. 6 uur dhr. Van Osse van Tolbert.: [1249, 1120, 1528, 1144]
service-item: Ned. Herv. Kerk 10 en 3.30 u. Ds. de Bres: [1249, 1409, 1452, 1421]
article-paragraph: SCHERPENISSE — De in de Ned. Herv. Kerk gehouden collecte voor de achtergebleven gezinnen van hen die in Duitschland zijn te werk gesteld heeft opgebracht f 29.75.: [676, 643, 960, 691]
article-paragraph: Bindtouw en perdraad is wel niet gemakkelijk, maar wel geheel onmogelijk te bekomen.: [965, 486, 1242, 510]
coupon-period: Van 24 Maart t.m. 4 April 1943: [1249, 593, 1415, 604]
coupon-ration: 1 kg. Aardappelen: [1366, 248, 1455, 260]
service-date: ZONDAG 4 APRIL 1943.: [1323, 1277, 1457, 1286]
coupon-code: 3-13, 4-18 Reserve: [1249, 525, 1340, 536]
section-heading-nieuws-uit-zeeland: NIEUWS UIT ZEELAND: [388, 1393, 671, 1445]
strip-line: Zondag: [1543, 415, 1580, 426]
service-item: Ger. Kerk voorm. en nam. Ds. Swierts.: [1249, 1361, 1434, 1372]
service-place: NIEUWE TONGE: [1343, 1172, 1436, 1183]
coupon-note: De volgende bonnen zijn binnenkort niet meer geldig. Na Zaterdag 3 April: 14 Brood, Beschuit Aardappelen, Tabak, 13 Vleesch, 4-13, M 13, M 15, M 17 Reserve 2-09, 3-10 Reserve: [1249, 792, 1530, 839]
coupon-ration: 1 kg. Suiker: [1366, 364, 1425, 375]
coupon-code: 15 Cigaretten: [1249, 272, 1317, 284]
strip-line: onder de: [1543, 158, 1586, 170]
strip-line: ken: [1543, 613, 1561, 625]
strip-line: In ver: [1543, 345, 1572, 356]
coupon-ration: 4 rants. Brood of Gebak: [1366, 188, 1482, 199]
article-paragraph: de, mag zich, gezien het stijgende aantal van zijn gedoode vrouwen en kinderen en zijn vernielde woningen, afvragen, of deze waanzin zelfs nog methode heeft, dan wel, of hij niet allang reeds is uitgegroeid tot ongebreidelde miadaad.: [90, 147, 382, 207]
strip-line: mits 1: [1543, 392, 1574, 403]
coupon-ration: 1¾ liter Melk: [1366, 477, 1432, 488]
strip-line: is die: [1543, 135, 1569, 146]
coupon-code: 15B Brood: [1249, 200, 1301, 211]
article-paragraph: Van taxatie van vlas te velde zal niet veel komen.: [685, 1489, 931, 1502]
coupon-row: [1249, 477, 1530, 489]
coupon-note: 10 Boter ½ rants. Margarine of Bak- en Braadvet.: [1249, 605, 1490, 616]
article-paragraph: Aan het controle apparaat, dat niet altijd aan genaam is, is echter niet te ontkomen, ter voorkoming van verduiking der maatregelen. Vóór alles is 't de bedoeling de voedselvoorziening der bevolking zoo goed te laten loopen als maar mogelijk is, maar de zwarte handel moet daarbij op hoog worden ingedruit, en men beloont zelfs zijdelijk hiervan te houden, daar anders onnoemelijk veel voor de normale productie verloren gaat.: [676, 1226, 960, 1336]
service-place: ST. MAARTENSDIJK: [1333, 1399, 1446, 1409]
service-place: OUDE TONGE: [1351, 1198, 1428, 1208]
column-3: [676, 147, 960, 2145]
article-paragraph: Tenslotte werden nog het woord de heer Droogendijk van Stavenisse als Boerenleider van het eiland Tholen en de Kringleider der N.S.B. van Roosendaal N.Br.: [388, 1308, 671, 1344]
coupon-period: Van 1 April tot 30 April 1943.: [1249, 620, 1407, 631]
article-paragraph: Daarop verleende hij het woord aan den Voedselcommissaris voor Zeeland, ir. Gebuis, die een overzicht gaf van de verschillende maatregelen, die getroffen zijn:: [676, 930, 960, 978]
coupon-code: 15A Brood: [1249, 188, 1301, 199]
coupon-ration: 1 rants. Bloem, Brood of Gebak: [1366, 449, 1518, 460]
article-paragraph: Door materiaal moeilijkheden is uitbreiding der gemeente thans niet mogelijk, waardoor de woningnood zal stijgen. Alle beschikbare woningruimte zal noodig worden.: [388, 392, 671, 440]
service-item: Geref. Gem. leesdienst: [1249, 1372, 1359, 1384]
coupon-row: [1249, 401, 1530, 413]
strip-line: Gebo: [1543, 205, 1568, 216]
service-item: Ned. Herv. Kerk v.m. 11 en nam. 4 uur Ds. Haan (Doopsbediening) (Voorber. H. A.): [1249, 1628, 1483, 1651]
coupon-row: [1249, 200, 1530, 212]
church-services-list: [1249, 1290, 1530, 1663]
coupon-period: Van 25 Maart tot 17 April 1943.: [1249, 740, 1419, 751]
article-paragraph: Er waren in Zeeland 19000 paarden; niet in begrip van de mechanische landbouwkrachten. Het aantal is ruimer dan 21000 stuks uit. In December 1942 had men nog 10472 paarden waarvan 1800 boven 15 jaar. Deze arbeidsparaat is sterk verminderd door de vorderingen en voor wat het overblijvende betreft, door gebrek aan krachtvoeder. Het absolute te kort van 2000 paarden, dat door velen niet wordt ingezien, gaat verder zijn beloop. Ten slotte werden er nu nog wel 2300 jonge paarden waarover men nog beschikt; gaan velen compensatie zijn voor dat gemis.: [965, 834, 1242, 967]
coupon-row: [1249, 336, 1530, 349]
article-paragraph: De rundveestapel beschikte in Zeeland in 1940 over 80.000 stuks, in 1941 over 78.000 en in '42 over 51.000 stuks. Die scherpe terugzang vindt ongeacht in het scheuren van weiland en in de schaarschheid van krachtvoeder, alsmede aan de vleesch-levering voor de bevolking.: [965, 578, 1242, 651]
coupon-row: [1249, 489, 1530, 501]
strip-line: fabriek: [1543, 310, 1578, 322]
article-paragraph: Zaad-boonen moeten er zoo spoedig mogelijk worden aangevraagd.: [676, 1463, 960, 1487]
strip-line: Alge: [1543, 672, 1566, 683]
strip-line: N. van: [1543, 275, 1574, 286]
